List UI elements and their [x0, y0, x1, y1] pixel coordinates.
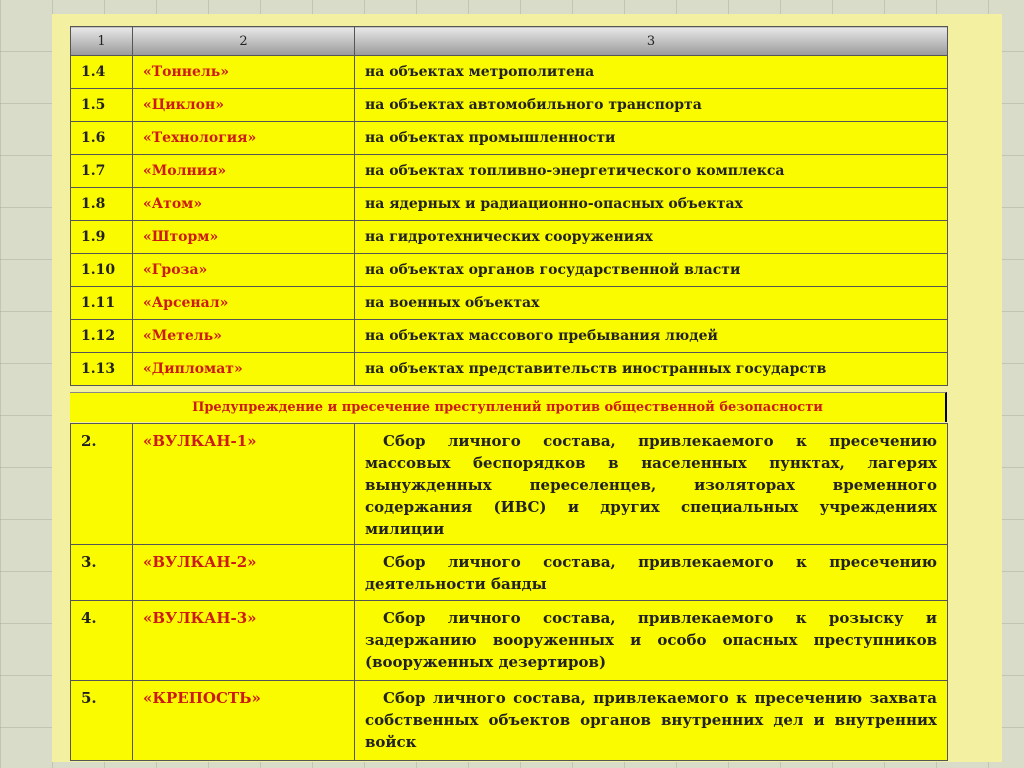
signal-description: на объектах представительств иностранных государств [355, 353, 948, 386]
row-number: 3. [71, 545, 133, 601]
signal-code: «Тоннель» [133, 56, 355, 89]
table-row [71, 188, 948, 221]
signal-description: на объектах метрополитена [355, 56, 948, 89]
signal-code: «Атом» [133, 188, 355, 221]
signal-description: на военных объектах [355, 287, 948, 320]
row-number: 4. [71, 601, 133, 681]
table-row [71, 287, 948, 320]
section-title: Предупреждение и пресечение преступлений против общественной безопасности [70, 392, 947, 422]
row-number: 1.4 [71, 56, 133, 89]
row-number: 1.5 [71, 89, 133, 122]
signal-code: «КРЕПОСТЬ» [133, 681, 355, 761]
signals-table-bottom [70, 423, 948, 761]
signal-description: на ядерных и радиационно-опасных объектах [355, 188, 948, 221]
signals-table-top [70, 26, 948, 386]
row-number: 1.7 [71, 155, 133, 188]
signal-description: на объектах топливно-энергетического комплекса [355, 155, 948, 188]
row-number: 1.8 [71, 188, 133, 221]
row-number: 1.13 [71, 353, 133, 386]
table-row [71, 155, 948, 188]
signal-code: «Технология» [133, 122, 355, 155]
row-number: 1.9 [71, 221, 133, 254]
row-number: 1.6 [71, 122, 133, 155]
row-number: 1.11 [71, 287, 133, 320]
header-cell: 1 [71, 27, 133, 56]
signal-description: Сбор личного состава, привлекаемого к пресечению захвата собственных объектов органов внутренних дел и внутренних войск [355, 681, 948, 761]
signal-code: «Арсенал» [133, 287, 355, 320]
signal-description: Сбор личного состава, привлекаемого к розыску и задержанию вооруженных и особо опасных преступников (вооруженных дезертиров) [355, 601, 948, 681]
table-row [71, 320, 948, 353]
table-row [71, 254, 948, 287]
table-row [71, 424, 948, 545]
signal-code: «Метель» [133, 320, 355, 353]
table-row [71, 122, 948, 155]
row-number: 1.12 [71, 320, 133, 353]
signal-code: «Циклон» [133, 89, 355, 122]
signal-code: «ВУЛКАН-3» [133, 601, 355, 681]
signal-code: «ВУЛКАН-2» [133, 545, 355, 601]
signal-description: на объектах промышленности [355, 122, 948, 155]
header-cell: 3 [355, 27, 948, 56]
row-number: 2. [71, 424, 133, 545]
signal-code: «Шторм» [133, 221, 355, 254]
signal-code: «ВУЛКАН-1» [133, 424, 355, 545]
signal-description: на объектах массового пребывания людей [355, 320, 948, 353]
header-cell: 2 [133, 27, 355, 56]
signal-description: на объектах автомобильного транспорта [355, 89, 948, 122]
table-row [71, 681, 948, 761]
signal-code: «Дипломат» [133, 353, 355, 386]
table-row [71, 545, 948, 601]
table-row [71, 353, 948, 386]
signal-description: Сбор личного состава, привлекаемого к пресечению массовых беспорядков в населенных пунктах, лагерях вынужденных переселенцев, изоляторах временного содержания (ИВС) и других специальных учреждениях милиции [355, 424, 948, 545]
signal-description: на гидротехнических сооружениях [355, 221, 948, 254]
row-number: 5. [71, 681, 133, 761]
signal-code: «Гроза» [133, 254, 355, 287]
table-header-row [71, 27, 948, 56]
row-number: 1.10 [71, 254, 133, 287]
table-row [71, 221, 948, 254]
table-row [71, 56, 948, 89]
signal-description: Сбор личного состава, привлекаемого к пресечению деятельности банды [355, 545, 948, 601]
table-row [71, 89, 948, 122]
signal-code: «Молния» [133, 155, 355, 188]
signal-description: на объектах органов государственной власти [355, 254, 948, 287]
table-row [71, 601, 948, 681]
